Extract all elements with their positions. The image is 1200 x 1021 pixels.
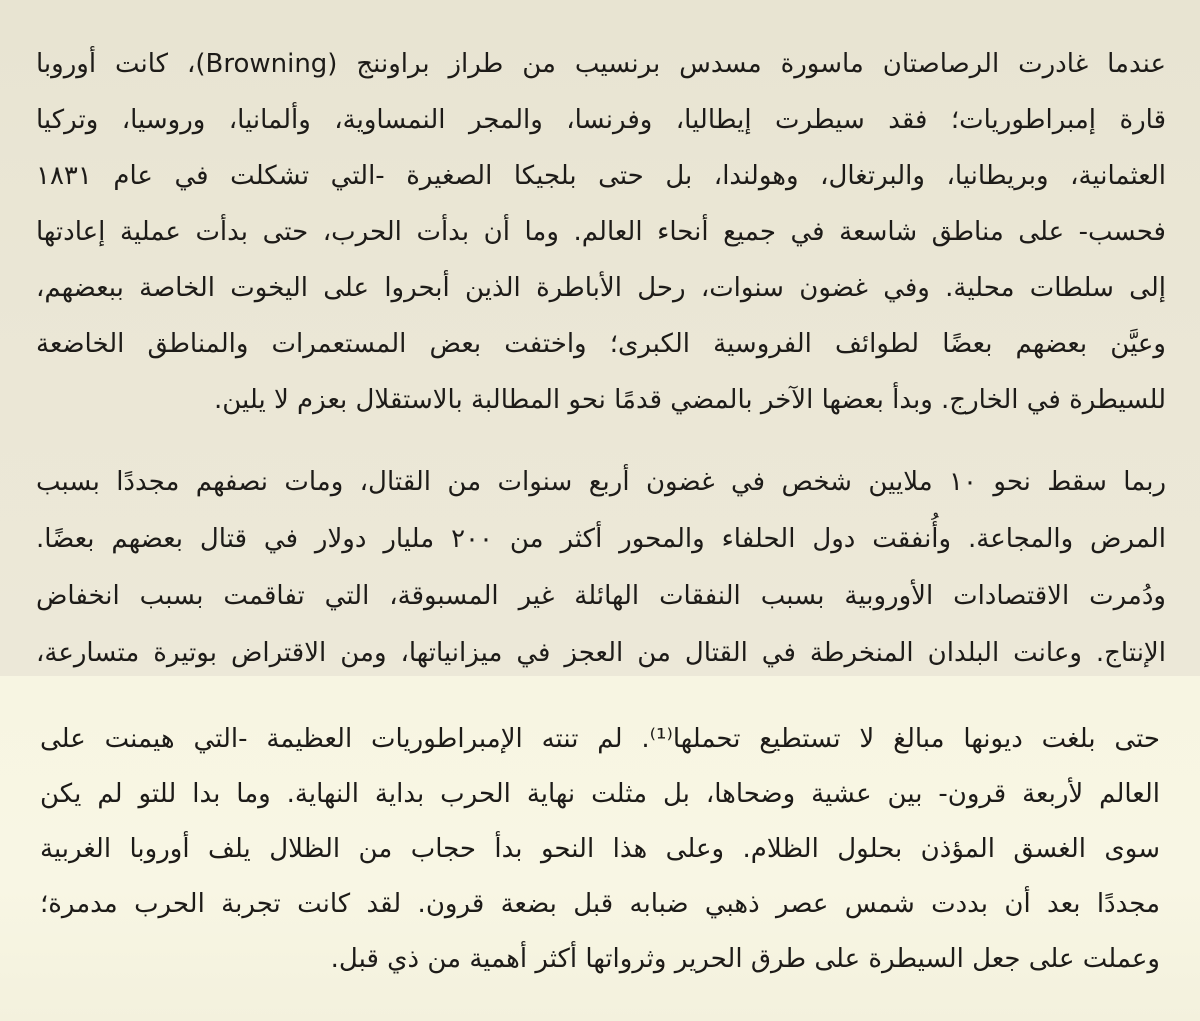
text-line: مجددًا بعد أن بددت شمس عصر ذهبي ضبابه قبل بضعة قرون. لقد كانت تجربة الحرب مدمرة؛ <box>40 889 1160 919</box>
text-line: حتى بلغت ديونها مبالغ لا تستطيع تحملها⁽¹⁾. لم تنته الإمبراطوريات العظيمة -التي هيمنت على <box>40 724 1160 754</box>
text-line: ودُمرت الاقتصادات الأوروبية بسبب النفقات الهائلة غير المسبوقة، التي تفاقمت بسبب انخفاض <box>36 581 1166 611</box>
text-line: للسيطرة في الخارج. وبدأ بعضها الآخر بالمضي قدمًا نحو المطالبة بالاستقلال بعزم لا يلين. <box>213 385 1166 415</box>
text-line: عندما غادرت الرصاصتان ماسورة مسدس برنسيب من طراز براوننج (Browning)، كانت أوروبا <box>36 49 1166 79</box>
text-line: سوى الغسق المؤذن بحلول الظلام. وعلى هذا النحو بدأ حجاب من الظلال يلف أوروبا الغربية <box>40 834 1160 864</box>
text-line: وعملت على جعل السيطرة على طرق الحرير وثرواتها أكثر أهمية من ذي قبل. <box>330 944 1160 974</box>
text-line: الإنتاج. وعانت البلدان المنخرطة في القتال من العجز في ميزانياتها، ومن الاقتراض بوتيرة متسارعة، <box>36 638 1166 668</box>
paragraph-war-cost <box>36 454 1166 682</box>
text-line: وعيَّن بعضهم بعضًا لطوائف الفروسية الكبرى؛ واختفت بعض المستعمرات والمناطق الخاضعة <box>36 329 1166 359</box>
text-line: العالم لأربعة قرون- بين عشية وضحاها، بل مثلت نهاية الحرب بداية النهاية. وما بدا للتو لم يكن <box>40 779 1160 809</box>
text-line: ربما سقط نحو ١٠ ملايين شخص في غضون أربع سنوات من القتال، ومات نصفهم مجددًا بسبب <box>36 467 1166 497</box>
text-line: إلى سلطات محلية. وفي غضون سنوات، رحل الأباطرة الذين أبحروا على اليخوت الخاصة ببعضهم، <box>36 273 1166 303</box>
text-line: قارة إمبراطوريات؛ فقد سيطرت إيطاليا، وفرنسا، والمجر النمساوية، وألمانيا، وروسيا، وتركيا <box>36 105 1166 135</box>
paragraph-end-of-empires <box>40 712 1160 987</box>
paragraph-empires <box>36 36 1166 428</box>
text-line: فحسب- على مناطق شاسعة في جميع أنحاء العالم. وما أن بدأت الحرب، حتى بدأت عملية إعادتها <box>36 217 1166 247</box>
text-line: العثمانية، وبريطانيا، والبرتغال، وهولندا، بل حتى بلجيكا الصغيرة -التي تشكلت في عام ١٨٣١ <box>36 161 1166 191</box>
text-line: المرض والمجاعة. وأُنفقت دول الحلفاء والمحور أكثر من ٢٠٠ مليار دولار في قتال بعضهم بعضًا. <box>36 524 1166 554</box>
